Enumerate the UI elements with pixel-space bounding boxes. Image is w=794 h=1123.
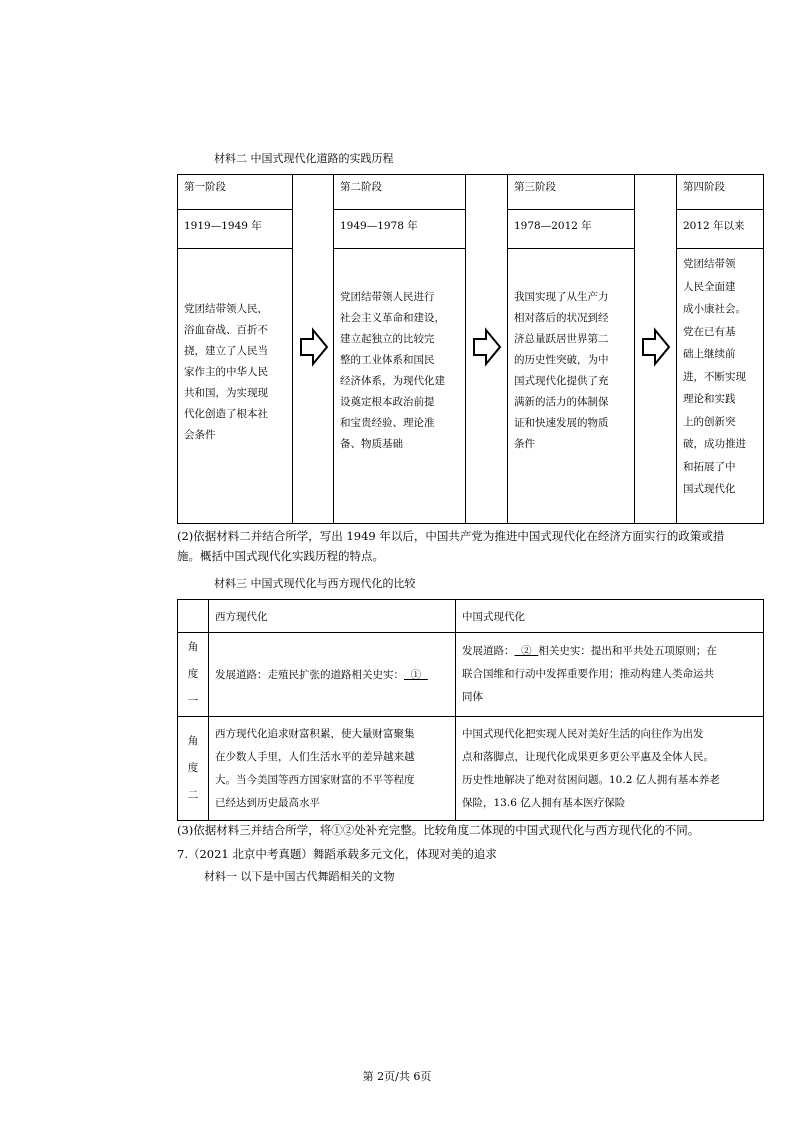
angle-2-china-line-1: 中国式现代化把实现人民对美好生活的向往作为出发	[462, 727, 704, 740]
stage-1-name: 第一阶段	[184, 181, 226, 193]
stage-2-desc-6: 设奠定根本政治前提	[340, 396, 435, 408]
question-2-line-1: (2)依据材料二并结合所学，写出 1949 年以后，中国共产党为推进中国式现代化在经济方面实行的政策或措	[177, 529, 725, 543]
stage-4-desc-4: 党在已有基	[683, 325, 736, 338]
stage-4-table	[676, 174, 764, 524]
stage-4-desc-10: 和拓展了中	[683, 460, 736, 473]
stage-3-desc-1: 我国实现了从生产力	[514, 291, 609, 303]
stage-3-desc-8: 条件	[514, 438, 535, 450]
angle-2-china-line-4: 保险，13.6 亿人拥有基本医疗保险	[462, 796, 626, 809]
right-arrow-icon	[641, 327, 671, 367]
angle-1-china-line-3: 同体	[462, 691, 483, 703]
stage-4-desc-3: 成小康社会。	[683, 303, 746, 315]
angle-2-china-line-3: 历史性地解决了绝对贫困问题。10.2 亿人拥有基本养老	[462, 773, 720, 786]
header-china: 中国式现代化	[456, 600, 764, 633]
stage-3-desc-5: 国式现代化提供了充	[514, 375, 609, 387]
stage-1-desc-7: 会条件	[184, 429, 216, 441]
stage-4-period: 2012 年以来	[683, 220, 745, 232]
material3-caption: 材料三 中国式现代化与西方现代化的比较	[214, 577, 416, 590]
stage-1-period: 1919—1949 年	[184, 220, 262, 232]
table-corner	[178, 600, 209, 633]
question-2	[177, 526, 777, 566]
stage-1-desc-6: 代化创造了根本社	[184, 408, 268, 420]
stage-3-desc-4: 的历史性突破，为中	[514, 354, 609, 366]
stage-4-desc-8: 上的创新突	[683, 415, 736, 428]
stage-1-desc-4: 家作主的中华人民	[184, 366, 268, 378]
right-arrow-icon	[472, 327, 502, 367]
stage-3-desc-2: 相对落后的状况到经	[514, 312, 609, 324]
angle-1-china-line-2: 联合国维和行动中发挥重要作用；推动构建人类命运共	[462, 668, 714, 680]
angle-1-china-line-1: 相关史实：提出和平共处五项原则；在	[538, 645, 717, 657]
angle-1-char-2: 度	[187, 668, 199, 680]
angle-1-china	[456, 633, 764, 717]
angle-2-china	[456, 717, 764, 821]
stage-4-desc-6: 进，不断实现	[683, 370, 746, 383]
arrow-column-3	[634, 174, 677, 524]
stage-2-desc-2: 社会主义革命和建设，	[340, 312, 445, 324]
stage-4-desc-11: 国式现代化	[683, 483, 736, 495]
angle-1-char-1: 角	[187, 641, 199, 653]
stage-3-desc-6: 满新的活力的体制保	[514, 396, 609, 408]
angle-2-label	[178, 717, 209, 821]
angle-2-west	[209, 717, 456, 821]
angle-1-west-text: 发展道路：走殖民扩张的道路相关史实：	[215, 669, 404, 681]
angle-2-char-2: 度	[187, 762, 199, 774]
arrow-column-2	[465, 174, 508, 524]
stage-1-desc-5: 共和国，为实现现	[184, 387, 268, 399]
blank-1: ①	[404, 669, 428, 681]
stage-4-desc-9: 破，成功推进	[683, 438, 746, 450]
stage-3-period: 1978—2012 年	[514, 220, 592, 232]
stage-2-desc-7: 和宝贵经验、理论准	[340, 417, 435, 429]
stage-4-desc-2: 人民全面建	[683, 280, 736, 293]
stage-2-desc-8: 备、物质基础	[340, 438, 403, 450]
page-footer: 第 2页/共 6页	[362, 1070, 432, 1083]
stage-2-desc-3: 建立起独立的比较完	[340, 333, 435, 345]
header-west: 西方现代化	[209, 600, 456, 633]
angle-1-china-prefix: 发展道路：	[462, 645, 515, 657]
arrow-column-1	[292, 174, 334, 524]
stage-2-name: 第二阶段	[340, 181, 382, 193]
stage-1-desc-3: 挠，建立了人民当	[184, 345, 268, 357]
right-arrow-icon	[299, 327, 329, 367]
angle-2-char-1: 角	[187, 735, 199, 747]
stage-2-desc-1: 党团结带领人民进行	[340, 291, 435, 303]
angle-2-west-line-4: 已经达到历史最高水平	[215, 796, 320, 809]
material1-caption: 材料一 以下是中国古代舞蹈相关的文物	[204, 870, 395, 883]
stage-1-table	[177, 174, 293, 524]
angle-1-label	[178, 633, 209, 717]
stage-4-desc-7: 理论和实践	[683, 393, 736, 405]
comparison-table	[177, 599, 764, 821]
angle-2-char-3: 二	[187, 789, 199, 801]
question-3: (3)依据材料三并结合所学，将①②处补充完整。比较角度二体现的中国式现代化与西方现代化的不同。	[177, 823, 700, 837]
angle-2-west-line-3: 大。当今美国等西方国家财富的不平等程度	[215, 773, 415, 786]
blank-2: ②	[514, 645, 539, 657]
angle-2-china-line-2: 点和落脚点，让现代化成果更多更公平惠及全体人民。	[462, 750, 714, 763]
stage-4-name: 第四阶段	[683, 181, 725, 193]
stage-3-desc-3: 济总量跃居世界第二	[514, 333, 609, 345]
angle-2-west-line-2: 在少数人手里，人们生活水平的差异越来越	[215, 750, 415, 763]
question-7: 7.（2021 北京中考真题）舞蹈承载多元文化，体现对美的追求	[177, 847, 497, 861]
angle-1-west	[209, 633, 456, 717]
angle-2-west-line-1: 西方现代化追求财富积累，使大量财富聚集	[215, 727, 415, 740]
stage-1-desc-1: 党团结带领人民，	[184, 303, 268, 315]
stage-3-table	[507, 174, 635, 524]
stage-2-desc-4: 整的工业体系和国民	[340, 354, 435, 366]
angle-1-char-3: 一	[187, 695, 199, 707]
stage-4-desc-1: 党团结带领	[683, 258, 736, 270]
material2-caption: 材料二 中国式现代化道路的实践历程	[214, 152, 394, 165]
stage-2-period: 1949—1978 年	[340, 220, 418, 232]
stage-2-table	[333, 174, 466, 524]
question-2-line-2: 施。概括中国式现代化实践历程的特点。	[177, 549, 384, 563]
stage-4-desc-5: 础上继续前	[683, 348, 736, 360]
stage-3-name: 第三阶段	[514, 181, 556, 193]
stage-3-desc-7: 证和快速发展的物质	[514, 417, 609, 429]
stage-1-desc-2: 浴血奋战、百折不	[184, 324, 268, 336]
stage-2-desc-5: 经济体系，为现代化建	[340, 375, 445, 387]
